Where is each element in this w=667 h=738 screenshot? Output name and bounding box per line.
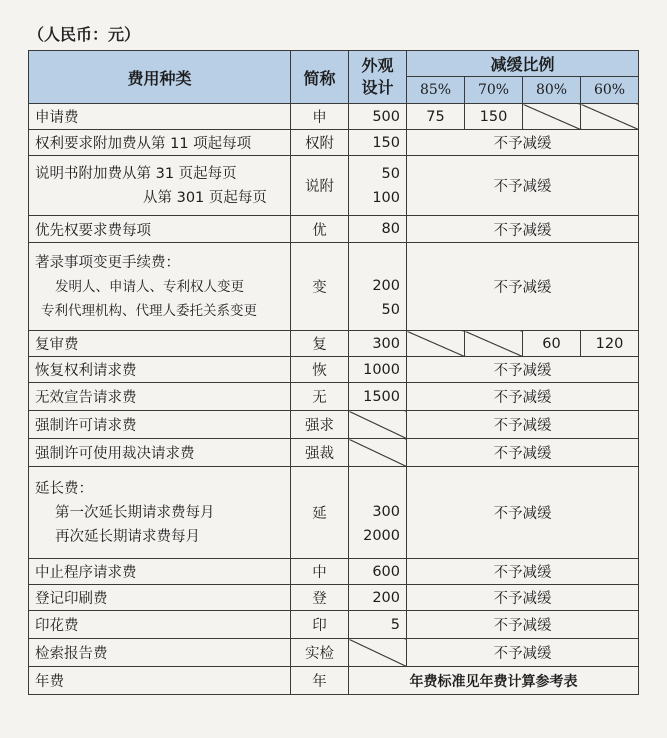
- fee-amount: 200: [349, 585, 407, 611]
- fee-name: 无效宣告请求费: [29, 383, 291, 411]
- table-row: [29, 667, 639, 695]
- fee-amount-line: 200: [372, 277, 400, 294]
- table-row: [29, 467, 639, 559]
- fee-abbr: 申: [291, 104, 349, 130]
- fee-name-line: 发明人、申请人、专利权人变更: [55, 278, 244, 295]
- fee-name: 检索报告费: [29, 639, 291, 667]
- fee-amount-line: 2000: [363, 527, 400, 544]
- fee-abbr: 延: [291, 467, 349, 559]
- fee-name: 权利要求附加费从第 11 项起每项: [29, 130, 291, 156]
- table-row: [29, 331, 639, 357]
- no-reduction-note: 不予减缓: [407, 130, 639, 156]
- fee-amount: [349, 156, 407, 216]
- fee-abbr: 变: [291, 243, 349, 331]
- fee-abbr: 中: [291, 559, 349, 585]
- no-reduction-note: 不予减缓: [407, 357, 639, 383]
- no-reduction-note: 不予减缓: [407, 243, 639, 331]
- annual-fee-note: 年费标准见年费计算参考表: [349, 667, 639, 695]
- fee-amount-line: 100: [372, 189, 400, 206]
- fee-amount-line: 50: [381, 165, 400, 182]
- table-row: [29, 104, 639, 130]
- fee-amount-line: 300: [372, 503, 400, 520]
- fee-amount: 600: [349, 559, 407, 585]
- fee-name: [29, 467, 291, 559]
- table-row: [29, 559, 639, 585]
- fee-amount-line: 50: [381, 301, 400, 318]
- fee-name-line: 延长费：: [35, 480, 93, 497]
- no-reduction-note: 不予减缓: [407, 216, 639, 243]
- fee-name-line: 第一次延长期请求费每月: [55, 504, 215, 521]
- not-applicable-cell: [465, 331, 523, 357]
- fee-name: [29, 243, 291, 331]
- fee-name-line: 著录事项变更手续费：: [35, 254, 180, 271]
- fee-abbr: 强裁: [291, 439, 349, 467]
- table-row: [29, 130, 639, 156]
- header-fee-type: 费用种类: [29, 51, 291, 104]
- reduced-60: 120: [581, 331, 639, 357]
- fee-abbr: 印: [291, 611, 349, 639]
- table-row: [29, 585, 639, 611]
- fee-name: 恢复权利请求费: [29, 357, 291, 383]
- header-pct-80: 80%: [523, 77, 581, 104]
- table-row: [29, 639, 639, 667]
- table-row: [29, 243, 639, 331]
- table-row: [29, 156, 639, 216]
- fee-abbr: 登: [291, 585, 349, 611]
- fee-abbr: 强求: [291, 411, 349, 439]
- fee-amount: 1000: [349, 357, 407, 383]
- reduced-80: 60: [523, 331, 581, 357]
- table-row: [29, 383, 639, 411]
- not-applicable-cell: [349, 439, 407, 467]
- not-applicable-cell: [349, 639, 407, 667]
- no-reduction-note: 不予减缓: [407, 383, 639, 411]
- header-pct-85: 85%: [407, 77, 465, 104]
- reduced-85: 75: [407, 104, 465, 130]
- no-reduction-note: 不予减缓: [407, 156, 639, 216]
- not-applicable-cell: [523, 104, 581, 130]
- fee-amount: 5: [349, 611, 407, 639]
- fee-abbr: 权附: [291, 130, 349, 156]
- fee-abbr: 年: [291, 667, 349, 695]
- fee-name-line: 专利代理机构、代理人委托关系变更: [41, 302, 257, 319]
- no-reduction-note: 不予减缓: [407, 639, 639, 667]
- fee-name: 优先权要求费每项: [29, 216, 291, 243]
- table-row: [29, 411, 639, 439]
- header-pct-60: 60%: [581, 77, 639, 104]
- fee-name: 年费: [29, 667, 291, 695]
- fee-amount: 150: [349, 130, 407, 156]
- fee-abbr: 复: [291, 331, 349, 357]
- header-design-fee: 外观设计: [349, 51, 407, 104]
- fee-name-line: 再次延长期请求费每月: [55, 528, 200, 545]
- fee-table: [28, 50, 639, 695]
- fee-abbr: 优: [291, 216, 349, 243]
- no-reduction-note: 不予减缓: [407, 559, 639, 585]
- fee-amount: 1500: [349, 383, 407, 411]
- not-applicable-cell: [349, 411, 407, 439]
- fee-name: 复审费: [29, 331, 291, 357]
- no-reduction-note: 不予减缓: [407, 467, 639, 559]
- fee-amount: [349, 467, 407, 559]
- table-row: [29, 611, 639, 639]
- table-row: [29, 216, 639, 243]
- currency-unit-label: （人民币：元）: [28, 25, 141, 44]
- fee-abbr: 无: [291, 383, 349, 411]
- fee-name: [29, 156, 291, 216]
- fee-name: 登记印刷费: [29, 585, 291, 611]
- fee-name: 强制许可使用裁决请求费: [29, 439, 291, 467]
- fee-name: 印花费: [29, 611, 291, 639]
- fee-name-line: 说明书附加费从第 31 页起每页: [35, 165, 237, 182]
- fee-name: 强制许可请求费: [29, 411, 291, 439]
- header-pct-70: 70%: [465, 77, 523, 104]
- fee-amount: 500: [349, 104, 407, 130]
- header-abbreviation: 简称: [291, 51, 349, 104]
- header-reduction-ratio: 减缓比例: [407, 51, 639, 77]
- fee-abbr: 说附: [291, 156, 349, 216]
- fee-abbr: 恢: [291, 357, 349, 383]
- no-reduction-note: 不予减缓: [407, 611, 639, 639]
- fee-name: 申请费: [29, 104, 291, 130]
- table-row: [29, 439, 639, 467]
- fee-name: 中止程序请求费: [29, 559, 291, 585]
- fee-abbr: 实检: [291, 639, 349, 667]
- fee-amount: [349, 243, 407, 331]
- fee-name-line: 从第 301 页起每页: [143, 189, 267, 206]
- no-reduction-note: 不予减缓: [407, 439, 639, 467]
- fee-amount: 300: [349, 331, 407, 357]
- not-applicable-cell: [581, 104, 639, 130]
- table-row: [29, 357, 639, 383]
- no-reduction-note: 不予减缓: [407, 411, 639, 439]
- not-applicable-cell: [407, 331, 465, 357]
- reduced-70: 150: [465, 104, 523, 130]
- no-reduction-note: 不予减缓: [407, 585, 639, 611]
- fee-amount: 80: [349, 216, 407, 243]
